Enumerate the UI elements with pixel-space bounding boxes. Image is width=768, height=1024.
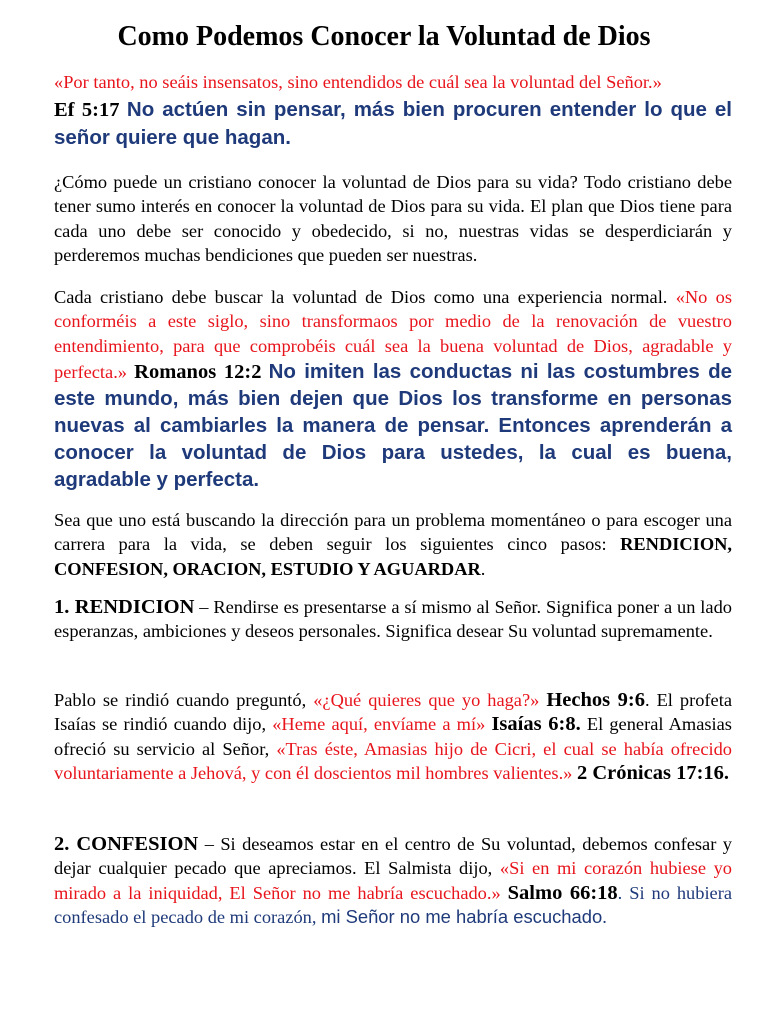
paragraph-examples [54, 688, 732, 786]
paragraph-five-steps [54, 508, 732, 581]
salmo-paraphrase-c: . [602, 907, 607, 928]
document-title: Como Podemos Conocer la Voluntad de Dios [117, 21, 651, 52]
ef-paraphrase: No actúen sin pensar, más bien procuren entender lo que el señor quiere que hagan. [54, 98, 732, 149]
ef-ref: Ef 5:17 [54, 99, 120, 121]
examples-text-3: El general Amasias ofreció su servicio al Señor, [54, 714, 732, 759]
examples-text-1: Pablo se rindió cuando preguntó, [54, 690, 307, 710]
rendicion-text: – Rendirse es presentarse a sí mismo al Señor. Significa poner a un lado esperanzas, ambiciones y deseos personales. Significa desear Su voluntad supremamente. [54, 597, 732, 642]
isaias-ref: Isaías 6:8. [491, 713, 581, 736]
isaias-quote: «Heme aquí, envíame a mí» [272, 714, 486, 735]
paragraph-romans [54, 285, 732, 493]
scripture-quote-ef-5-17: «Por tanto, no seáis insensatos, sino entendidos de cuál sea la voluntad del Señor.» [54, 72, 662, 92]
romans-intro: Cada cristiano debe buscar la voluntad de Dios como una experiencia normal. [54, 287, 668, 307]
ef-5-17-block [54, 96, 732, 152]
section-confesion [54, 832, 732, 930]
romans-paraphrase: No imiten las conductas ni las costumbres de este mundo, más bien dejen que Dios los transforme en personas nuevas al cambiarles la manera de pensar. Entonces aprenderán a conocer la voluntad de Dios para ustedes, la cual es buena, agradable y perfecta. [54, 360, 732, 492]
romans-quote: «No os conforméis a este siglo, sino transformaos por medio de la renovación de vuestro entendimiento, para que comprobéis cuál sea la buena voluntad de Dios, agradable y perfecta.» [54, 287, 732, 383]
confesion-text: – Si deseamos estar en el centro de Su voluntad, debemos confesar y dejar cualquier pecado que apreciamos. El Salmista dijo, [54, 834, 732, 879]
five-steps-list: RENDICION, CONFESION, ORACION, ESTUDIO Y AGUARDAR [54, 534, 732, 579]
cronicas-ref: 2 Crónicas 17:16. [577, 762, 730, 785]
confesion-heading: 2. CONFESION [54, 833, 199, 855]
salmo-ref: Salmo 66:18 [507, 881, 618, 904]
rendicion-heading: 1. RENDICION [54, 596, 195, 618]
salmo-quote: «Si en mi corazón hubiese yo mirado a la iniquidad, El Señor no me habría escuchado.» [54, 858, 732, 903]
section-rendicion [54, 595, 732, 644]
salmo-paraphrase-b: mi Señor no me habría escuchado [321, 906, 603, 928]
salmo-paraphrase-a: . Si no hubiera confesado el pecado de mi corazón, [54, 882, 733, 928]
hechos-ref: Hechos 9:6 [546, 689, 645, 711]
five-steps-text: Sea que uno está buscando la dirección para un problema momentáneo o para escoger una carrera para la vida, se deben seguir los siguientes cinco pasos: [54, 510, 732, 555]
hechos-quote: «¿Qué quieres que yo haga?» [313, 690, 540, 710]
five-steps-end: . [480, 558, 486, 579]
romans-ref: Romanos 12:2 [134, 361, 262, 384]
cronicas-quote: «Tras éste, Amasias hijo de Cicri, el cual se había ofrecido voluntariamente a Jehová, y con él doscientos mil hombres valientes.» [54, 738, 733, 784]
examples-text-2: . El profeta Isaías se rindió cuando dijo, [54, 690, 732, 735]
paragraph-intro: ¿Cómo puede un cristiano conocer la voluntad de Dios para su vida? Todo cristiano debe tener sumo interés en conocer la voluntad de Dios para su vida. El plan que Dios tiene para cada uno debe ser conocido y obedecido, si no, nuestras vidas se desperdiciarán y perderemos muchas bendiciones que pueden ser nuestras. [54, 172, 732, 266]
